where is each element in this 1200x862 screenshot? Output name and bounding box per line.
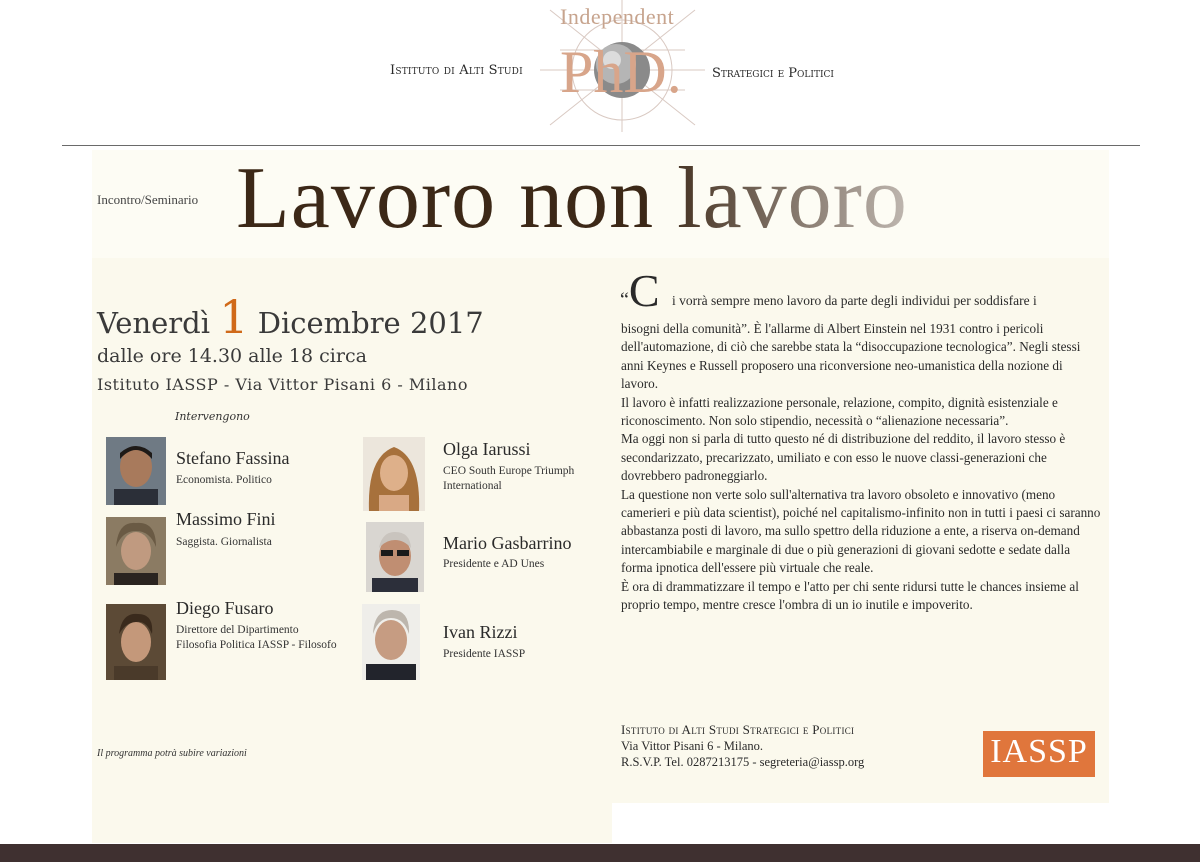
speaker-role: CEO South Europe Triumph International [443,465,575,492]
paragraph: Ma oggi non si parla di tutto questo né di distribuzione del reddito, il lavoro stesso è secondarizzato, precarizzato, umiliato e con esso le nuove classi-generazioni che dovrebbero padroneggiarlo. [621,431,1066,484]
header-right-text: Strategici e Politici [712,66,834,81]
speaker-name: Massimo Fini [176,509,276,529]
footer-address: Via Vittor Pisani 6 - Milano. [621,739,764,753]
paragraph: Il lavoro è infatti realizzazione personale, relazione, compito, dignità esistenziale e riconoscimento. Non solo stipendio, necessità o “alienazione necessaria”. [621,394,1058,429]
speaker-role: Presidente e AD Unes [443,558,545,570]
quote-mark: “ [620,289,629,311]
iassp-logo-text: IASSP [990,733,1088,770]
speaker-role: Presidente IASSP [443,648,526,660]
date-weekday: Venerdì [97,306,210,340]
event-venue: Istituto IASSP - Via Vittor Pisani 6 - Milano [97,375,468,394]
event-title: Lavoro non lavoro [236,150,908,247]
speakers-label: Intervengono [175,410,250,423]
disclaimer: Il programma potrà subire variazioni [97,748,247,759]
speaker-role: Direttore del Dipartimento Filosofia Politica IASSP - Filosofo [176,624,337,651]
date-day: 1 [219,290,249,344]
initial-letter: C [628,265,660,316]
speaker-photo [106,517,166,585]
speaker-name: Stefano Fassina [176,448,290,468]
event-time: dalle ore 14.30 alle 18 circa [97,345,367,367]
speaker-name: Diego Fusaro [176,598,274,618]
footer-org: Istituto di Alti Studi Strategici e Politici [621,722,855,737]
event-date [97,290,484,344]
speaker-name: Mario Gasbarrino [443,533,572,553]
speaker-name: Ivan Rizzi [443,622,518,642]
event-kicker: Incontro/Seminario [97,192,199,207]
bottom-bar [0,844,1200,862]
article-body [621,320,1101,615]
speaker-role: Saggista. Giornalista [176,536,272,548]
speaker-photo [106,604,166,680]
logo-letters: PhD. [560,39,682,105]
paragraph: bisogni della comunità”. È l'allarme di Albert Einstein nel 1931 contro i pericoli dell'automazione, di ciò che sarebbe stata la “disoccupazione tecnologica”. Negli stessi anni Keynes e Russell proposero una riconversione neo-umanistica della nozione di lavoro. [621,321,1081,392]
speaker-name: Olga Iarussi [443,439,531,459]
speaker-photo [106,437,166,505]
logo-wordmark: Independent [560,4,675,29]
first-line: i vorrà sempre meno lavoro da parte degli individui per soddisfare i [672,293,1037,308]
speaker-role: Economista. Politico [176,474,272,486]
speaker-photo [363,437,425,511]
footer-rsvp: R.S.V.P. Tel. 0287213175 - segreteria@iassp.org [621,755,865,769]
contact-block [621,722,864,770]
date-month-year: Dicembre 2017 [257,306,484,340]
paragraph: È ora di drammatizzare il tempo e l'atto per chi sente ridursi tutte le chances insieme al proprio tempo, mentre cresce l'ombra di un io inutile e impoverito. [621,578,1079,613]
drop-cap [620,265,660,323]
paragraph: La questione non verte solo sull'alternativa tra lavoro obsoleto e innovativo (meno camerieri e più data scientist), poiché nel capitalismo-infinito non in tutti i paesi ci saranno abbastanza posti di lavoro, ma sullo spettro della riduzione a ente, a riserva on-demand intercambiabile e marginale di due o più generazioni di giovani sedotte e sedate dalla forma ipnotica dell'essere più virtuale che reale. [621,486,1101,576]
header-divider [62,145,1140,146]
speaker-photo [362,604,420,680]
speaker-photo [366,522,424,592]
header-left-text: Istituto di Alti Studi [390,63,523,78]
